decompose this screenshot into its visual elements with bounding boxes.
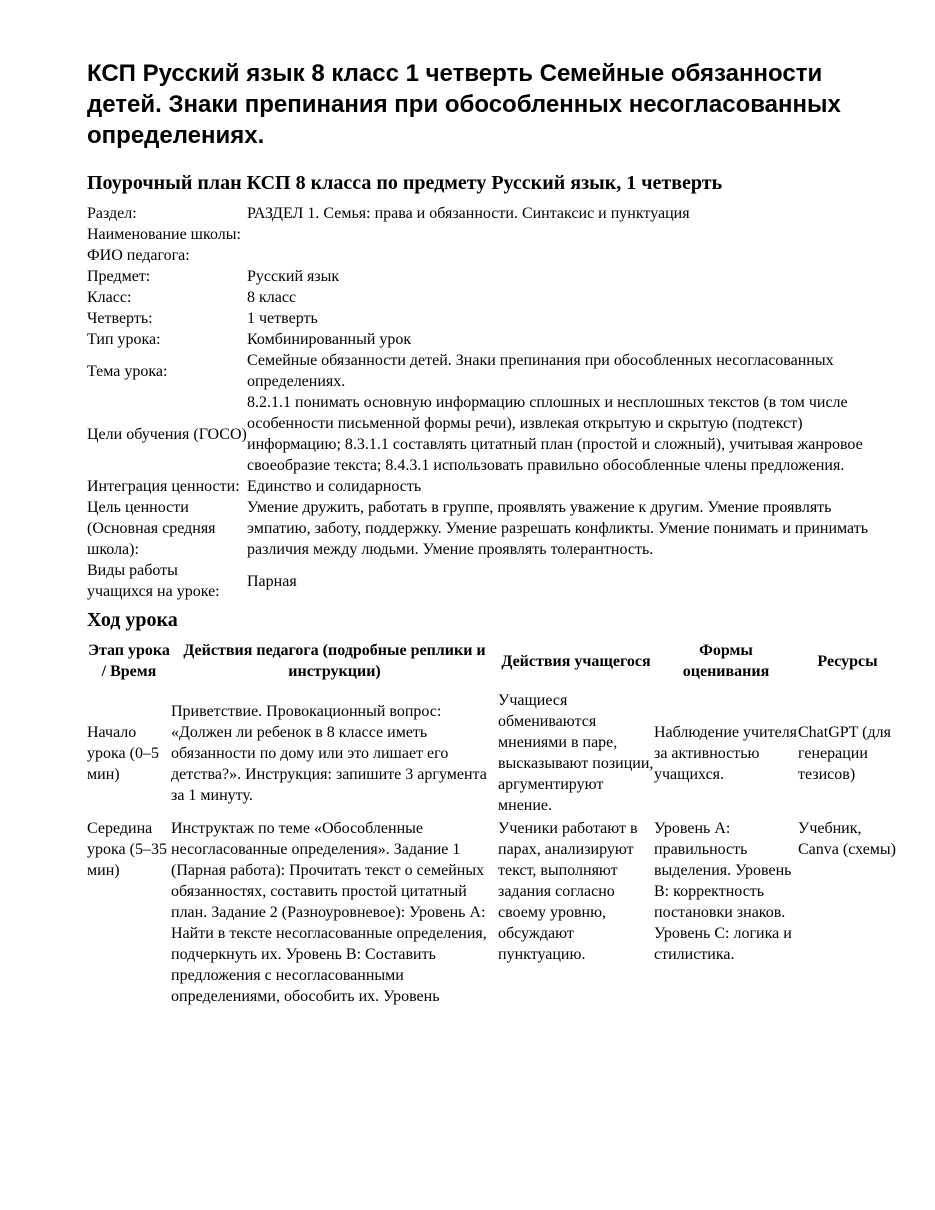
info-value: Умение дружить, работать в группе, проявлять уважение к другим. Умение проявлять эмпатию, заботу, поддержку. Умение разрешать конфликты. Умение понимать и принимать различия между людьми. Умение проявлять толерантность. [247,499,869,558]
info-row [87,476,897,497]
info-value: 8 класс [247,289,297,306]
header-assessment: Формы оценивания [682,642,770,680]
info-value [247,245,897,266]
table-header-row [87,640,897,690]
info-row [87,350,897,392]
info-row [87,203,897,224]
lesson-info-table [87,203,897,602]
assessment-cell: Уровень A: правильность выделения. Уровень B: корректность постановки знаков. Уровень C: логика и стилистика. [654,820,792,963]
info-value: Русский язык [247,268,340,285]
resources-cell: ChatGPT (для генерации тезисов) [798,723,891,783]
info-value [247,224,897,245]
resources-cell: Учебник, Canva (схемы) [798,820,896,858]
header-student-actions: Действия учащегося [501,652,651,670]
student-actions-cell: Ученики работают в парах, анализируют текст, выполняют задания согласно своему уровню, обсуждают пунктуацию. [498,820,638,963]
table-row [87,818,897,1009]
info-row [87,497,897,560]
info-row [87,287,897,308]
info-label: Тип урока: [87,331,161,348]
info-row [87,392,897,476]
info-row [87,308,897,329]
info-label: ФИО педагога: [87,247,190,264]
info-row [87,329,897,350]
info-label: Интеграция ценности: [87,478,240,495]
info-row [87,560,897,602]
info-row [87,266,897,287]
info-label: Виды работы учащихся на уроке: [87,562,220,600]
document-page [87,58,897,1009]
lesson-progress-heading: Ход урока [87,609,178,631]
info-value: 1 четверть [247,310,318,327]
info-row [87,245,897,266]
info-row [87,224,897,245]
plan-title: Поурочный план КСП 8 класса по предмету Русский язык, 1 четверть [87,172,723,194]
info-label: Предмет: [87,268,151,285]
header-teacher-actions: Действия педагога (подробные реплики и инструкции) [183,642,486,680]
info-value: РАЗДЕЛ 1. Семья: права и обязанности. Синтаксис и пунктуация [247,205,690,222]
header-resources: Ресурсы [817,652,878,670]
info-value: Парная [247,572,297,590]
stage-cell: Начало урока (0–5 мин) [87,723,159,783]
info-label: Класс: [87,289,132,306]
header-stage: Этап урока / Время [88,642,170,680]
info-label: Наименование школы: [87,226,241,243]
stage-cell: Середина урока (5–35 мин) [87,820,167,879]
lesson-progress-table [87,640,897,1009]
info-label: Цели обучения (ГОСО) [87,425,247,443]
info-label: Раздел: [87,205,137,222]
table-row [87,690,897,818]
info-label: Тема урока: [87,362,168,380]
info-value: Комбинированный урок [247,331,412,348]
info-value: Семейные обязанности детей. Знаки препинания при обособленных несогласованных определениях. [247,352,834,390]
info-value: Единство и солидарность [247,478,422,495]
info-label: Четверть: [87,310,153,327]
info-label: Цель ценности (Основная средняя школа): [87,499,216,558]
assessment-cell: Наблюдение учителя за активностью учащихся. [654,723,798,783]
teacher-actions-cell: Инструктаж по теме «Обособленные несогласованные определения». Задание 1 (Парная работа): Прочитать текст о семейных обязанностях, составить простой цитатный план. Задание 2 (Разноуровневое): Уровень A: Найти в тексте несогласованные определения, подчеркнуть их. Уровень B: Составить предложения с несогласованными определениями, обособить их. Уровень [171,820,487,1005]
teacher-actions-cell: Приветствие. Провокационный вопрос: «Должен ли ребенок в 8 классе иметь обязанности по дому или это лишает его детства?». Инструкция: запишите 3 аргумента за 1 минуту. [171,702,487,804]
info-value: 8.2.1.1 понимать основную информацию сплошных и несплошных текстов (в том числе особенности письменной формы речи), извлекая открытую и скрытую (подтекст) информацию; 8.3.1.1 составлять цитатный план (простой и сложный), учитывая жанровое своеобразие текста; 8.4.3.1 использовать правильно обособленные члены предложения. [247,394,863,474]
student-actions-cell: Учащиеся обмениваются мнениями в паре, высказывают позиции, аргументируют мнение. [498,692,654,814]
document-title: КСП Русский язык 8 класс 1 четверть Семейные обязанности детей. Знаки препинания при обособленных несогласованных определениях. [87,60,841,149]
